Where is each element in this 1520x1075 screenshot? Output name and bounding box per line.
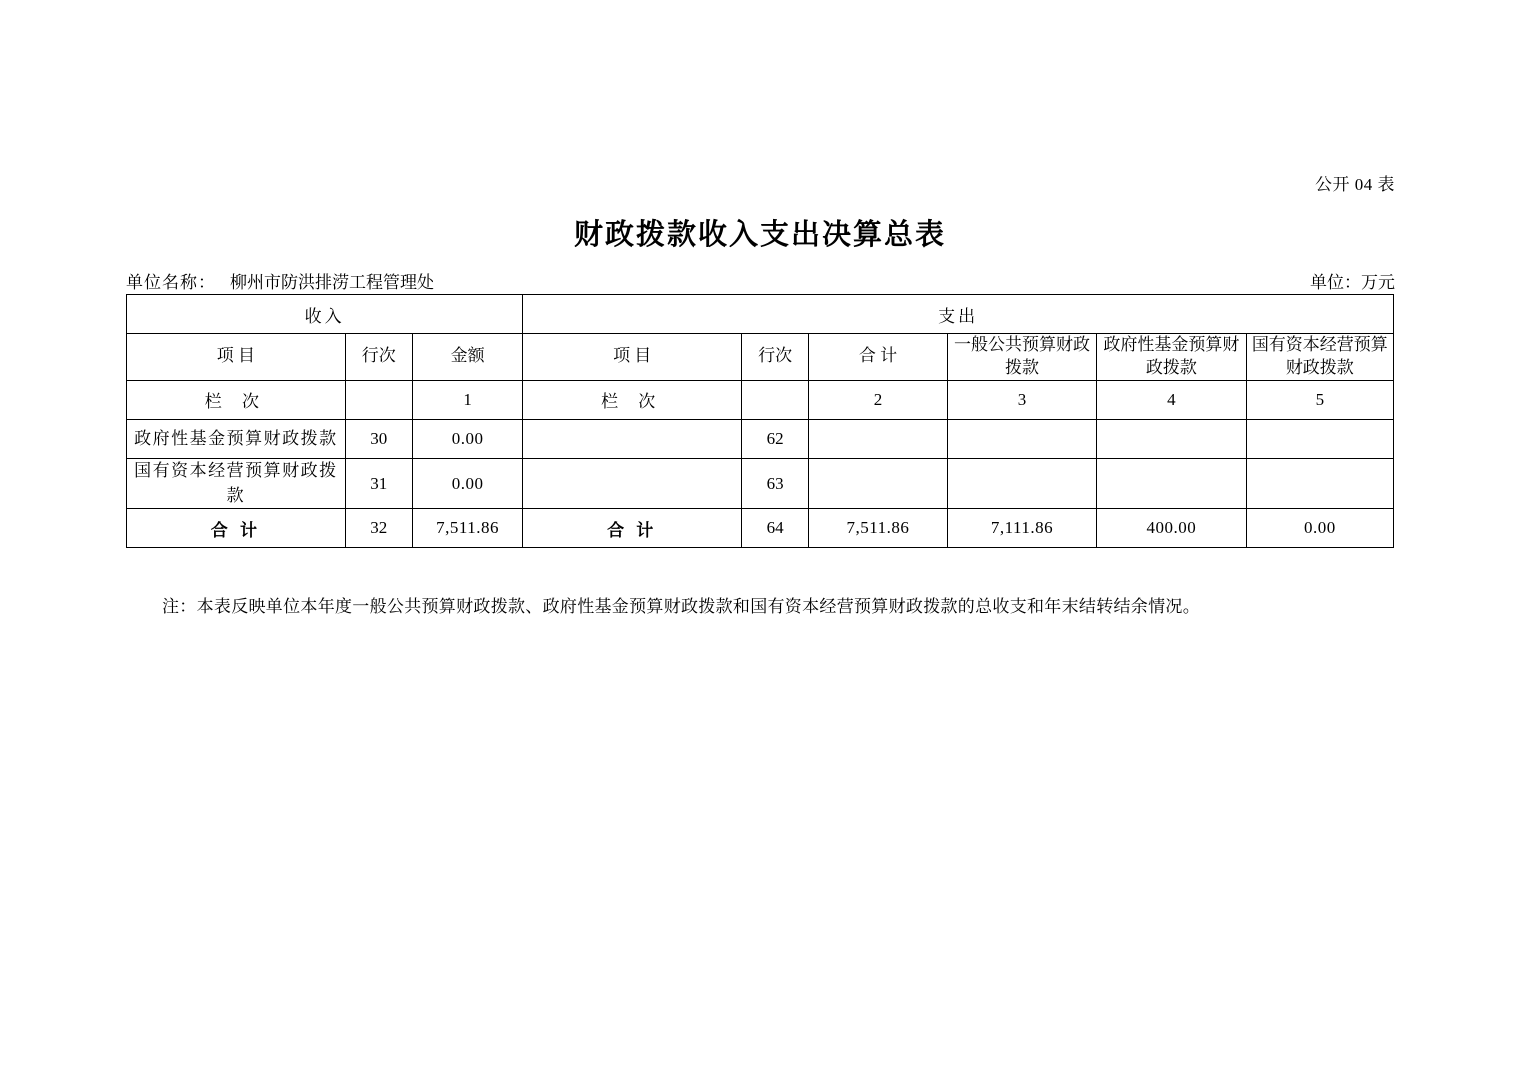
expense-total bbox=[809, 419, 948, 458]
income-total-label: 合 计 bbox=[127, 509, 346, 548]
income-column-row-label: 栏 次 bbox=[127, 380, 346, 419]
expense-total-label: 合 计 bbox=[523, 509, 742, 548]
income-line: 30 bbox=[345, 419, 412, 458]
table-row bbox=[127, 458, 1394, 508]
expense-item bbox=[523, 419, 742, 458]
expense-line-blank bbox=[742, 380, 809, 419]
income-item: 政府性基金预算财政拨款 bbox=[127, 419, 346, 458]
header-expense-general-public: 一般公共预算财政拨款 bbox=[947, 334, 1096, 381]
unit-name-value: 柳州市防洪排涝工程管理处 bbox=[230, 273, 434, 292]
expense-general bbox=[947, 419, 1096, 458]
form-code: 公开 04 表 bbox=[1315, 175, 1395, 194]
table-column-header-row bbox=[127, 334, 1394, 381]
table-total-row bbox=[127, 509, 1394, 548]
unit-measure: 单位：万元 bbox=[1310, 273, 1395, 292]
header-income-amount: 金额 bbox=[412, 334, 522, 381]
section-income-header: 收入 bbox=[127, 295, 523, 334]
income-item: 国有资本经营预算财政拨款 bbox=[127, 458, 346, 508]
column-number-expense-fund: 4 bbox=[1097, 380, 1246, 419]
expense-capital bbox=[1246, 458, 1393, 508]
expense-fund bbox=[1097, 458, 1246, 508]
unit-name bbox=[126, 268, 434, 293]
expense-total-capital: 0.00 bbox=[1246, 509, 1393, 548]
page-title: 财政拨款收入支出决算总表 bbox=[573, 219, 946, 251]
income-line-blank bbox=[345, 380, 412, 419]
column-number-expense-total: 2 bbox=[809, 380, 948, 419]
expense-total-general: 7,111.86 bbox=[947, 509, 1096, 548]
header-expense-gov-fund: 政府性基金预算财政拨款 bbox=[1097, 334, 1246, 381]
header-expense-item: 项 目 bbox=[523, 334, 742, 381]
header-expense-state-capital: 国有资本经营预算财政拨款 bbox=[1246, 334, 1393, 381]
column-number-expense-capital: 5 bbox=[1246, 380, 1393, 419]
table-row bbox=[127, 419, 1394, 458]
expense-fund bbox=[1097, 419, 1246, 458]
column-number-income-amount: 1 bbox=[412, 380, 522, 419]
table-column-number-row bbox=[127, 380, 1394, 419]
table-note bbox=[126, 592, 1426, 617]
income-line: 31 bbox=[345, 458, 412, 508]
expense-total bbox=[809, 458, 948, 508]
unit-name-label: 单位名称： bbox=[126, 273, 216, 292]
income-total-amount: 7,511.86 bbox=[412, 509, 522, 548]
expense-total-amount: 7,511.86 bbox=[809, 509, 948, 548]
income-amount: 0.00 bbox=[412, 419, 522, 458]
header-income-line: 行次 bbox=[345, 334, 412, 381]
header-income-item: 项 目 bbox=[127, 334, 346, 381]
section-expense-header: 支出 bbox=[523, 295, 1394, 334]
expense-line: 62 bbox=[742, 419, 809, 458]
income-total-line: 32 bbox=[345, 509, 412, 548]
income-amount: 0.00 bbox=[412, 458, 522, 508]
expense-total-fund: 400.00 bbox=[1097, 509, 1246, 548]
expense-column-row-label: 栏 次 bbox=[523, 380, 742, 419]
header-expense-line: 行次 bbox=[742, 334, 809, 381]
column-number-expense-general: 3 bbox=[947, 380, 1096, 419]
expense-general bbox=[947, 458, 1096, 508]
expense-item bbox=[523, 458, 742, 508]
header-expense-total: 合 计 bbox=[809, 334, 948, 381]
table-section-header-row bbox=[127, 295, 1394, 334]
expense-capital bbox=[1246, 419, 1393, 458]
expense-line: 63 bbox=[742, 458, 809, 508]
budget-table bbox=[126, 294, 1394, 548]
table-note-text: 注：本表反映单位本年度一般公共预算财政拨款、政府性基金预算财政拨款和国有资本经营预算财政拨款的总收支和年末结转结余情况。 bbox=[162, 597, 1200, 616]
expense-total-line: 64 bbox=[742, 509, 809, 548]
